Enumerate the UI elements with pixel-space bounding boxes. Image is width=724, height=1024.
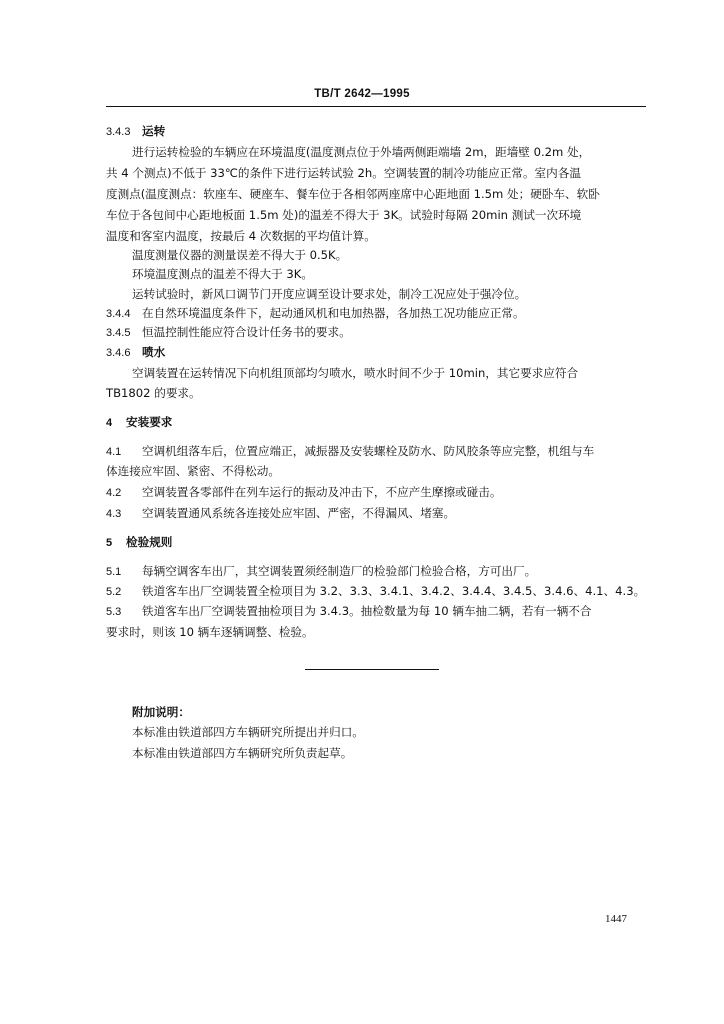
notes-line: 本标准由铁道部四方车辆研究所负责起草。: [132, 746, 353, 760]
section-3-4-6-heading: [106, 347, 165, 359]
paragraph-line: 进行运转检验的车辆应在环境温度(温度测点位于外墙两侧距端墙 2m，距墙壁 0.2m 处，: [132, 145, 591, 159]
item-5-3: [106, 606, 592, 618]
item-text: 每辆空调客车出厂，其空调装置须经制造厂的检验部门检验合格，方可出厂。: [142, 564, 537, 578]
header-rule: [106, 106, 646, 107]
section-number: 3.4.3: [106, 126, 131, 138]
item-text: 空调装置通风系统各连接处应牢固、严密，不得漏风、堵塞。: [142, 506, 456, 520]
section-text: 恒温控制性能应符合设计任务书的要求。: [142, 325, 351, 339]
section-title: 检验规则: [126, 535, 173, 549]
section-number: 5: [106, 537, 113, 549]
item-number: 5.1: [106, 566, 122, 578]
item-number: 4.3: [106, 508, 122, 520]
item-number: 5.2: [106, 586, 122, 598]
paragraph-line: 温度测量仪器的测量误差不得大于 0.5K。: [132, 248, 348, 262]
paragraph-line: 运转试验时，新风口调节门开度应调至设计要求处，制冷工况应处于强冷位。: [132, 287, 527, 301]
paragraph-line: TB1802 的要求。: [106, 386, 201, 400]
item-text: 铁道客车出厂空调装置全检项目为 3.2、3.3、3.4.1、3.4.2、3.4.4、3.4.5、3.4.6、4.1、4.3。: [142, 584, 646, 598]
section-3-4-4: [106, 308, 525, 320]
notes-title: 附加说明：: [132, 705, 190, 719]
section-title: 喷水: [142, 345, 166, 359]
paragraph-line: 体连接应牢固、紧密、不得松动。: [106, 464, 280, 478]
item-4-3: [106, 508, 455, 520]
notes-line: 本标准由铁道部四方车辆研究所提出并归口。: [132, 725, 364, 739]
standard-code-header: TB/T 2642—1995: [314, 88, 410, 100]
section-text: 在自然环境温度条件下，起动通风机和电加热器，各加热工况功能应正常。: [142, 306, 525, 320]
item-number: 4.1: [106, 446, 122, 458]
item-text: 铁道客车出厂空调装置抽检项目为 3.4.3。抽检数量为每 10 辆车抽二辆，若有一辆不合: [142, 604, 592, 618]
section-number: 3.4.6: [106, 347, 131, 359]
section-number: 3.4.4: [106, 308, 131, 320]
section-end-rule: [305, 669, 439, 670]
paragraph-line: 度测点(温度测点：软座车、硬座车、餐车位于各相邻两座席中心距地面 1.5m 处；硬卧车、软卧: [106, 187, 600, 201]
item-4-1: [106, 446, 594, 458]
paragraph-line: 温度和客室内温度，按最后 4 次数据的平均值计算。: [106, 229, 376, 243]
item-text: 空调机组落车后，位置应端正，减振器及安装螺栓及防水、防风胶条等应完整，机组与车: [142, 444, 595, 458]
paragraph-line: 车位于各包间中心距地板面 1.5m 处)的温差不得大于 3K。试验时每隔 20min 测试一次环境: [106, 208, 582, 222]
section-4-heading: [106, 417, 172, 429]
section-number: 4: [106, 417, 113, 429]
item-4-2: [106, 487, 501, 499]
item-5-1: [106, 566, 536, 578]
section-title: 运转: [142, 124, 166, 138]
item-number: 4.2: [106, 487, 122, 499]
page-number: 1447: [605, 913, 627, 925]
paragraph-line: 空调装置在运转情况下向机组顶部均匀喷水，喷水时间不少于 10min，其它要求应符合: [132, 366, 579, 380]
paragraph-line: 要求时，则该 10 辆车逐辆调整、检验。: [106, 625, 314, 639]
paragraph-line: 共 4 个测点)不低于 33℃的条件下进行运转试验 2h。空调装置的制冷功能应正常。室内各温: [106, 166, 581, 180]
item-text: 空调装置各零部件在列车运行的振动及冲击下，不应产生摩擦或碰击。: [142, 485, 502, 499]
section-title: 安装要求: [126, 415, 173, 429]
item-5-2: [106, 586, 645, 598]
section-number: 3.4.5: [106, 327, 131, 339]
section-5-heading: [106, 537, 172, 549]
paragraph-line: 环境温度测点的温差不得大于 3K。: [132, 267, 313, 281]
item-number: 5.3: [106, 606, 122, 618]
section-3-4-5: [106, 327, 351, 339]
section-3-4-3-heading: [106, 126, 165, 138]
